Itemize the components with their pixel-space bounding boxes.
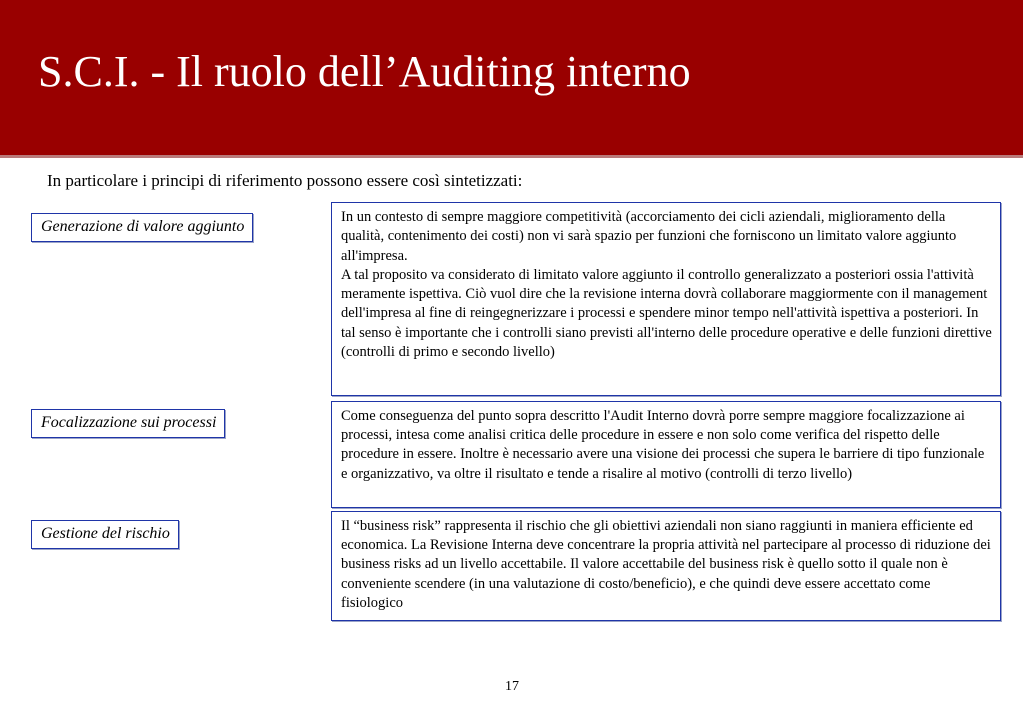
section-label-value-creation: Generazione di valore aggiunto — [31, 213, 253, 242]
section-description-process-focus — [331, 401, 1001, 508]
section-paragraph: Il “business risk” rappresenta il rischio che gli obiettivi aziendali non siano raggiunti in maniera efficiente ed economica. La Revisione Interna deve concentrare la propria attività nel partecipare al processo di riduzione dei business risks ad un livello accettabile. Il valore accettabile del business risk è quello sotto il quale non è conveniente scendere (in una valutazione di costo/beneficio), e che quindi deve essere accettato come fisiologico — [341, 518, 991, 611]
slide-title: S.C.I. - Il ruolo dell’Auditing interno — [38, 47, 691, 96]
page-number: 17 — [505, 679, 519, 694]
title-banner — [0, 0, 1023, 157]
section-label-process-focus: Focalizzazione sui processi — [31, 409, 225, 438]
section-description-value-creation — [331, 202, 1001, 396]
section-paragraph: A tal proposito va considerato di limitato valore aggiunto il controllo generalizzato a posteriori ossia l'attività meramente ispettiva. Ciò vuol dire che la revisione interna dovrà collaborare maggiormente con il management dell'impresa al fine di reingegnerizzare i processi e spendere minor tempo nell'attività ispettiva a posteriori. In tal senso è importante che i controlli siano previsti all'interno delle procedure operative e delle funzioni direttive (controlli di primo e secondo livello) — [341, 266, 992, 361]
title-banner-edge — [0, 155, 1023, 158]
section-paragraph: In un contesto di sempre maggiore competitività (accorciamento dei cicli aziendali, miglioramento della qualità, contenimento dei costi) non vi sarà spazio per funzioni che forniscono un limitato valore aggiunto all'impresa. — [341, 209, 957, 264]
section-label-risk-management: Gestione del rischio — [31, 520, 179, 549]
section-description-risk-management — [331, 511, 1001, 621]
section-paragraph: Come conseguenza del punto sopra descritto l'Audit Interno dovrà porre sempre maggiore focalizzazione ai processi, intesa come analisi critica delle procedure in essere e non solo come verifica del rispetto delle procedure in essere. Inoltre è necessario avere una visione dei processi che supera le barriere di tipo funzionale e organizzativo, va oltre il risultato e tende a risalire al motivo (controlli di terzo livello) — [341, 408, 985, 482]
intro-text: In particolare i principi di riferimento possono essere così sintetizzati: — [47, 171, 523, 190]
